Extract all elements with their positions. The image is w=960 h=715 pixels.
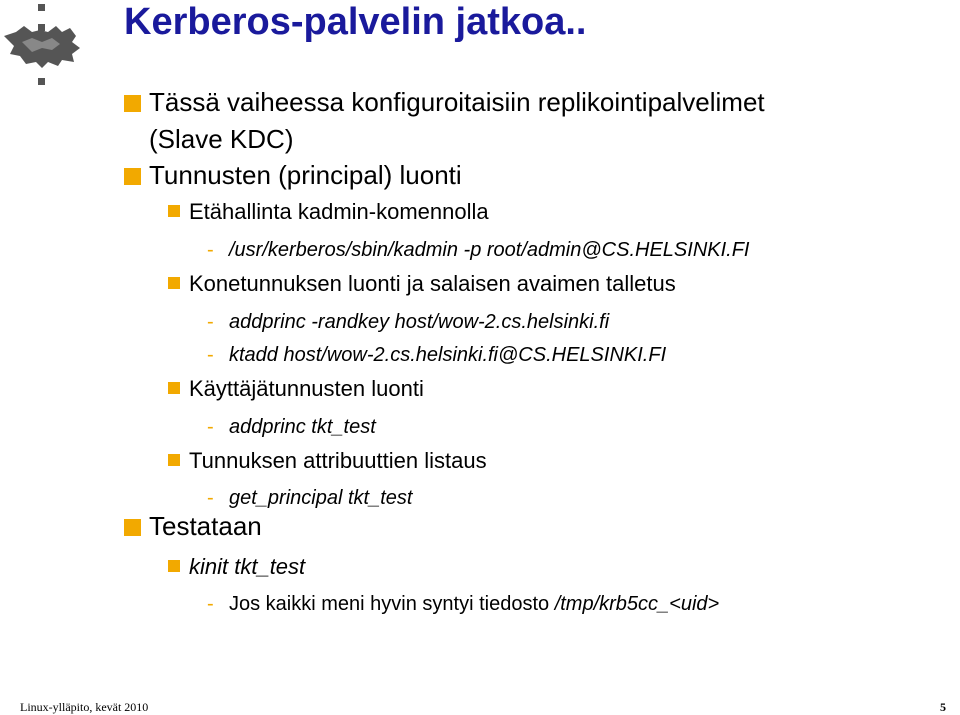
sub-bullet-text: Konetunnuksen luonti ja salaisen avaimen talletus	[189, 271, 676, 296]
dash-marker: -	[207, 593, 214, 615]
dash-marker: -	[207, 239, 214, 261]
bullet-square	[124, 95, 141, 112]
command-text: addprinc tkt_test	[229, 416, 376, 438]
page-number: 5	[940, 700, 946, 714]
sub-bullet-square	[168, 382, 180, 394]
dash-marker: -	[207, 416, 214, 438]
sub-bullet-square	[168, 205, 180, 217]
footer-course: Linux-ylläpito, kevät 2010	[20, 700, 149, 714]
sub-bullet-text: Käyttäjätunnusten luonti	[189, 376, 424, 401]
dash-item	[207, 238, 750, 262]
sub-bullet-text: Tunnuksen attribuuttien listaus	[189, 448, 487, 473]
sub-bullet-square	[168, 560, 180, 572]
sub-bullet-text: kinit tkt_test	[189, 554, 306, 579]
sub-bullet-square	[168, 454, 180, 466]
bullet-square	[124, 168, 141, 185]
command-text: addprinc -randkey host/wow-2.cs.helsinki.fi	[229, 311, 610, 333]
dash-item	[207, 343, 666, 367]
slide-title: Kerberos-palvelin jatkoa..	[124, 1, 587, 43]
plain-text: Jos kaikki meni hyvin syntyi tiedosto	[229, 593, 555, 615]
path-text: /tmp/krb5cc_<uid>	[554, 593, 720, 615]
bullet-square	[124, 519, 141, 536]
dash-item	[207, 415, 376, 439]
dash-item	[207, 592, 719, 616]
bullet-text-continued: (Slave KDC)	[149, 124, 294, 154]
bullet-text: Tunnusten (principal) luonti	[149, 160, 462, 190]
dash-marker: -	[207, 487, 214, 509]
sub-bullet-square	[168, 277, 180, 289]
dash-marker: -	[207, 311, 214, 333]
command-text: /usr/kerberos/sbin/kadmin -p root/admin@CS.HELSINKI.FI	[229, 239, 750, 261]
dash-item	[207, 486, 412, 510]
dash-item	[207, 310, 609, 334]
bullet-text: Tässä vaiheessa konfiguroitaisiin replikointipalvelimet	[149, 87, 765, 117]
sub-bullet-text: Etähallinta kadmin-komennolla	[189, 199, 489, 224]
command-text: get_principal tkt_test	[229, 487, 413, 509]
bullet-text: Testataan	[149, 511, 262, 541]
dash-marker: -	[207, 344, 214, 366]
command-text: ktadd host/wow-2.cs.helsinki.fi@CS.HELSINKI.FI	[229, 344, 667, 366]
